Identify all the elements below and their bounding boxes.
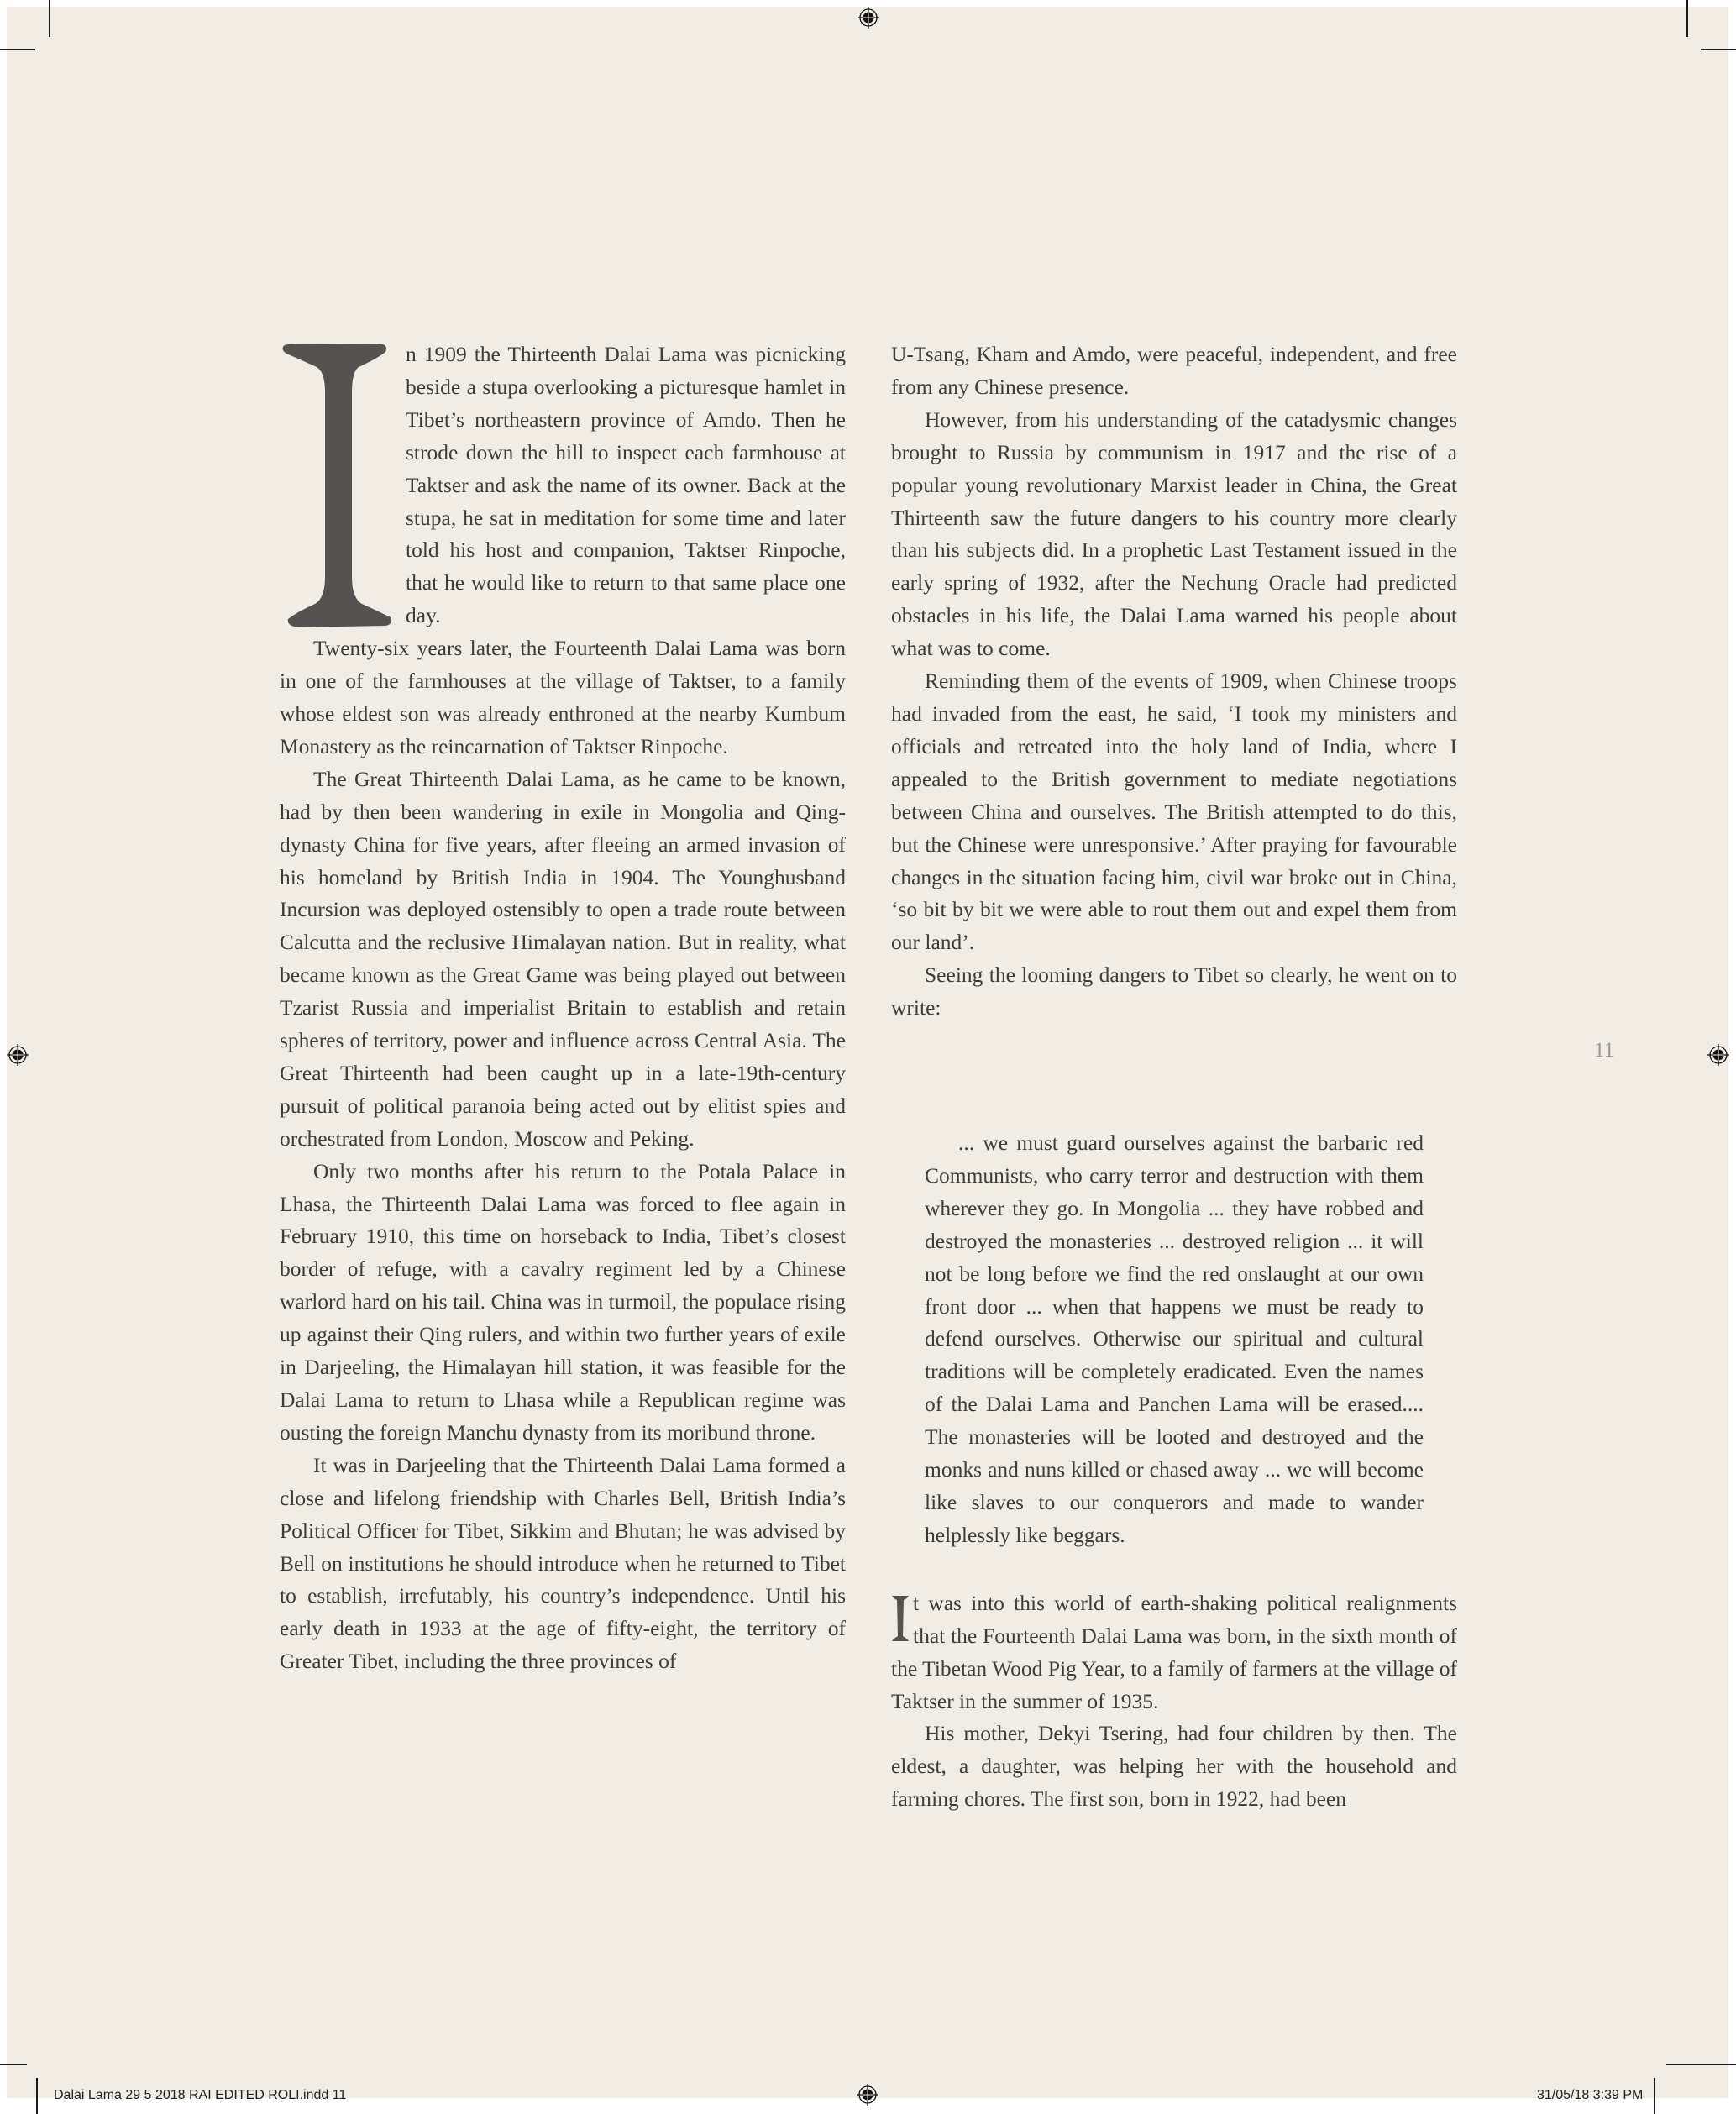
slug-timestamp: 31/05/18 3:39 PM xyxy=(1537,2088,1644,2102)
book-page xyxy=(7,7,1728,2098)
paragraph: It was in Darjeeling that the Thirteenth Dalai Lama formed a close and lifelong friendship with Charles Bell, British India’s Political Officer for Tibet, Sikkim and Bhutan; he was advised by Bell on institutions he should introduce when he returned to Tibet to establish, irrefutably, his country’s independence. Until his early death in 1933 at the age of fifty-eight, the territory of Greater Tibet, including the three provinces of xyxy=(280,1452,846,1674)
paragraph: Only two months after his return to the Potala Palace in Lhasa, the Thirteenth Dalai Lama was forced to flee again in February 1910, this time on horseback to India, Tibet’s closest border of refuge, with a cavalry regiment led by a Chinese warlord hard on his tail. China was in turmoil, the populace rising up against their Qing rulers, and within two further years of exile in Darjeeling, the Himalayan hill station, it was feasible for the Dalai Lama to return to Lhasa while a Republican regime was ousting the foreign Manchu dynasty from its moribund throne. xyxy=(280,1158,846,1445)
crop-mark-icon xyxy=(0,2064,27,2065)
paragraph: His mother, Dekyi Tsering, had four children by then. The eldest, a daughter, was helping her with the household and farming chores. The first son, born in 1922, had been xyxy=(891,1721,1457,1812)
block-quote xyxy=(925,1127,1424,1552)
crop-mark-icon xyxy=(1654,2078,1655,2114)
dropcap-letter-i xyxy=(278,342,396,629)
page-number: 11 xyxy=(1594,1039,1615,1062)
paragraph: t was into this world of earth-shaking political realignments that the Fourteenth Dalai Lama was born, in the sixth month of the Tibetan Wood Pig Year, to a family of farmers at the village of Taktser in the summer of 1935. xyxy=(891,1590,1457,1713)
section-two xyxy=(891,1587,1457,1816)
crop-mark-icon xyxy=(36,2078,38,2114)
crop-mark-icon xyxy=(49,0,50,37)
registration-mark-icon xyxy=(1707,1044,1729,1066)
slug-filename: Dalai Lama 29 5 2018 RAI EDITED ROLI.indd 11 xyxy=(54,2088,347,2102)
paragraph: U-Tsang, Kham and Amdo, were peaceful, independent, and free from any Chinese presence. xyxy=(891,342,1457,399)
paragraph: Reminding them of the events of 1909, when Chinese troops had invaded from the east, he said, ‘I took my ministers and officials and retreated into the holy land of India, where I appealed to the British government to mediate negotiations between China and ourselves. The British attempted to do this, but the Chinese were unresponsive.’ After praying for favourable changes in the situation facing him, civil war broke out in China, ‘so bit by bit we were able to rout them out and expel them from our land’. xyxy=(891,669,1457,955)
crop-mark-icon xyxy=(0,49,35,50)
paragraph: The Great Thirteenth Dalai Lama, as he came to be known, had by then been wandering in exile in Mongolia and Qing-dynasty China for five years, after fleeing an armed invasion of his homeland by British India in 1904. The Younghusband Incursion was deployed ostensibly to open a trade route between Calcutta and the reclusive Himalayan nation. But in reality, what became known as the Great Game was being played out between Tzarist Russia and imperialist Britain to establish and retain spheres of territory, power and influence across Central Asia. The Great Thirteenth had been caught up in a late-19th-century pursuit of political paranoia being acted out by elitist spies and orchestrated from London, Moscow and Peking. xyxy=(280,766,846,1151)
right-text-column xyxy=(891,338,1457,1816)
dropcap-letter-i-small xyxy=(891,1594,910,1643)
crop-mark-icon xyxy=(1701,49,1736,50)
paragraph: However, from his understanding of the catadysmic changes brought to Russia by communism in 1917 and the rise of a popular young revolutionary Marxist leader in China, the Great Thirteenth saw the future dangers to his country more clearly than his subjects did. In a prophetic Last Testament issued in the early spring of 1932, after the Nechung Oracle had predicted obstacles in his life, the Dalai Lama warned his people about what was to come. xyxy=(891,407,1457,661)
quote-text: ... we must guard ourselves against the barbaric red Communists, who carry terror and destruction with them wherever they go. In Mongolia ... they have robbed and destroyed the monasteries ... destroyed religion ... it will not be long before we find the red onslaught at our own front door ... when that happens we must be ready to defend ourselves. Otherwise our spiritual and cultural traditions will be completely eradicated. Even the names of the Dalai Lama and Panchen Lama will be erased.... The monasteries will be looted and destroyed and the monks and nuns killed or chased away ... we will become like slaves to our conquerors and made to wander helplessly like beggars. xyxy=(925,1130,1424,1547)
registration-mark-icon xyxy=(858,7,879,29)
registration-mark-icon xyxy=(7,1044,29,1066)
paragraph: Twenty-six years later, the Fourteenth Dalai Lama was born in one of the farmhouses at the village of Taktser, to a family whose eldest son was already enthroned at the nearby Kumbum Monastery as the reincarnation of Taktser Rinpoche. xyxy=(280,636,846,758)
crop-mark-icon xyxy=(1666,2064,1736,2065)
registration-mark-icon xyxy=(857,2084,878,2106)
crop-mark-icon xyxy=(1686,0,1688,37)
paragraph: n 1909 the Thirteenth Dalai Lama was picnicking beside a stupa overlooking a picturesque hamlet in Tibet’s northeastern province of Amdo. Then he strode down the hill to inspect each farmhouse at Taktser and ask the name of its owner. Back at the stupa, he sat in meditation for some time and later told his host and companion, Taktser Rinpoche, that he would like to return to that same place one day. xyxy=(406,342,846,628)
left-text-column xyxy=(280,338,846,1678)
paragraph: Seeing the looming dangers to Tibet so clearly, he went on to write: xyxy=(891,963,1457,1020)
